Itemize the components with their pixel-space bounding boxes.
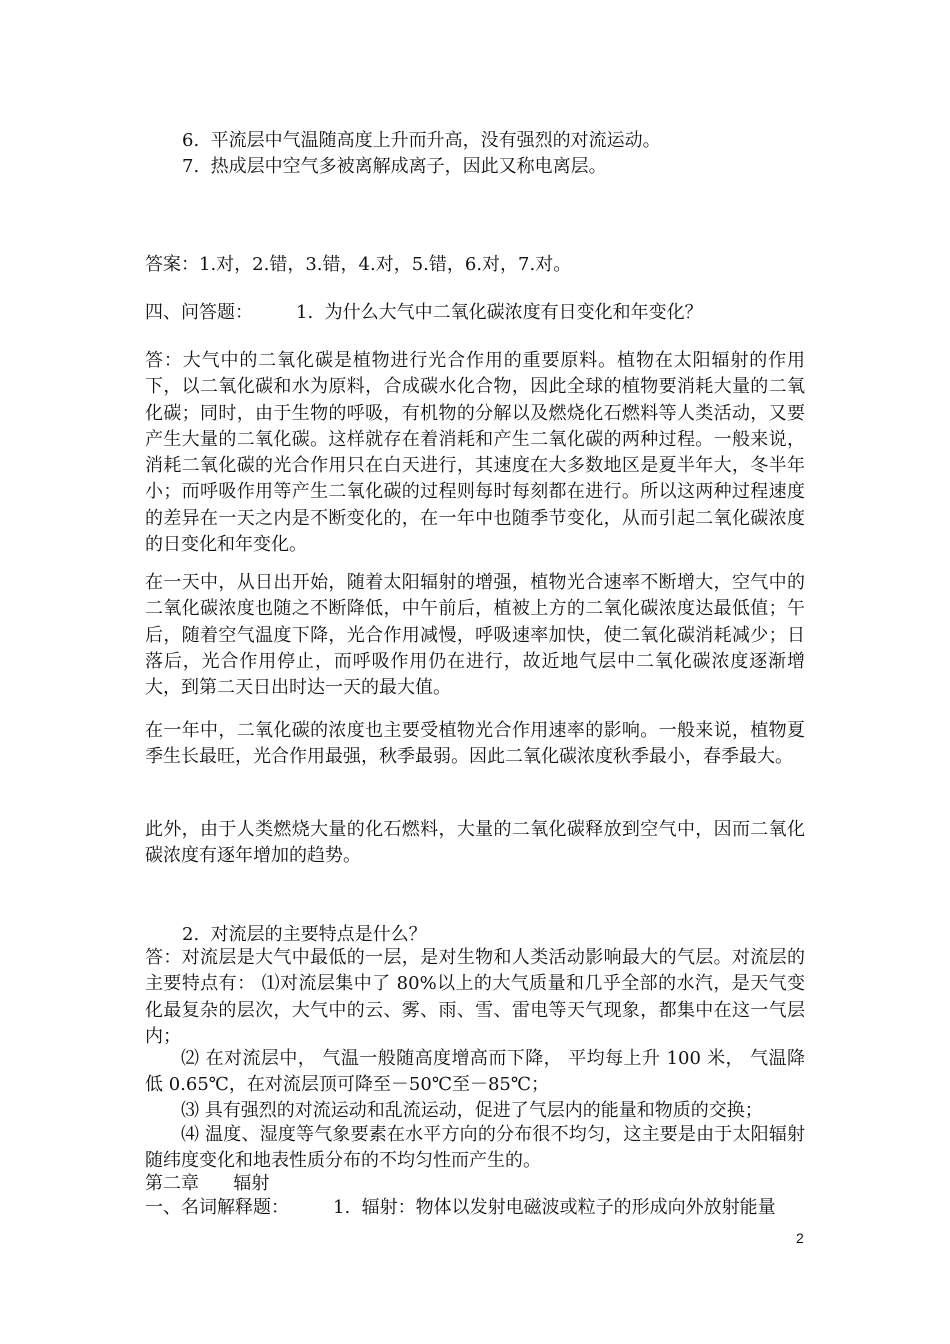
answer-2-point-4: ⑷ 温度、湿度等气象要素在水平方向的分布很不均匀，这主要是由于太阳辐射随纬度变化和地表性质分布的不均匀性而产生的。	[145, 1124, 805, 1172]
answer-2-point-2: ⑵ 在对流层中， 气温一般随高度增高而下降， 平均每上升 100 米， 气温降低 0.65℃，在对流层顶可降至－50℃至－85℃；	[145, 1048, 805, 1096]
answer-1-paragraph-1: 答：大气中的二氧化碳是植物进行光合作用的重要原料。植物在太阳辐射的作用下，以二氧化碳和水为原料，合成碳水化合物，因此全球的植物要消耗大量的二氧化碳；同时，由于生物的呼吸，有机物的分解以及燃烧化石燃料等人类活动，又要产生大量的二氧化碳。这样就存在着消耗和产生二氧化碳的两种过程。一般来说，消耗二氧化碳的光合作用只在白天进行，其速度在大多数地区是夏半年大，冬半年小；而呼吸作用等产生二氧化碳的过程则每时每刻都在进行。所以这两种过程速度的差异在一天之内是不断变化的，在一年中也随季节变化，从而引起二氧化碳浓度的日变化和年变化。	[145, 350, 805, 556]
term-definition-1: 1. 辐射：物体以发射电磁波或粒子的形成向外放射能量	[333, 1197, 776, 1218]
list-item-7: 7. 热成层中空气多被离解成离子，因此又称电离层。	[182, 156, 607, 177]
page-number: 2	[796, 1230, 804, 1246]
answer-2-point-3: ⑶ 具有强烈的对流运动和乱流运动，促进了气层内的能量和物质的交换；	[181, 1100, 763, 1121]
chapter-title: 第二章 辐射	[145, 1173, 270, 1194]
question-1: 1. 为什么大气中二氧化碳浓度有日变化和年变化？	[296, 302, 703, 323]
answer-2-intro: 答：对流层是大气中最低的一层，是对生物和人类活动影响最大的气层。对流层的主要特点有： ⑴对流层集中了 80%以上的大气质量和几乎全部的水汽，是天气变化最复杂的层次，大气中的云、雾、雨、雪、雷电等天气现象，都集中在这一气层内；	[145, 947, 805, 1047]
list-item-6: 6. 平流层中气温随高度上升而升高，没有强烈的对流运动。	[182, 130, 661, 151]
answer-line: 答案：1.对，2.错，3.错，4.对，5.错，6.对，7.对。	[145, 254, 572, 275]
answer-1-paragraph-3: 在一年中，二氧化碳的浓度也主要受植物光合作用速率的影响。一般来说，植物夏季生长最旺，光合作用最强，秋季最弱。因此二氧化碳浓度秋季最小，春季最大。	[145, 720, 805, 768]
section-heading-qa: 四、问答题：	[145, 302, 253, 323]
answer-1-paragraph-4: 此外，由于人类燃烧大量的化石燃料，大量的二氧化碳释放到空气中，因而二氧化碳浓度有逐年增加的趋势。	[145, 819, 805, 867]
question-2: 2. 对流层的主要特点是什么？	[182, 924, 427, 945]
chapter-section-heading: 一、名词解释题：	[145, 1197, 289, 1218]
answer-1-paragraph-2: 在一天中，从日出开始，随着太阳辐射的增强，植物光合速率不断增大，空气中的二氧化碳浓度也随之不断降低，中午前后，植被上方的二氧化碳浓度达最低值；午后，随着空气温度下降，光合作用减慢，呼吸速率加快，使二氧化碳消耗减少；日落后，光合作用停止，而呼吸作用仍在进行，故近地气层中二氧化碳浓度逐渐增大，到第二天日出时达一天的最大值。	[145, 572, 805, 699]
